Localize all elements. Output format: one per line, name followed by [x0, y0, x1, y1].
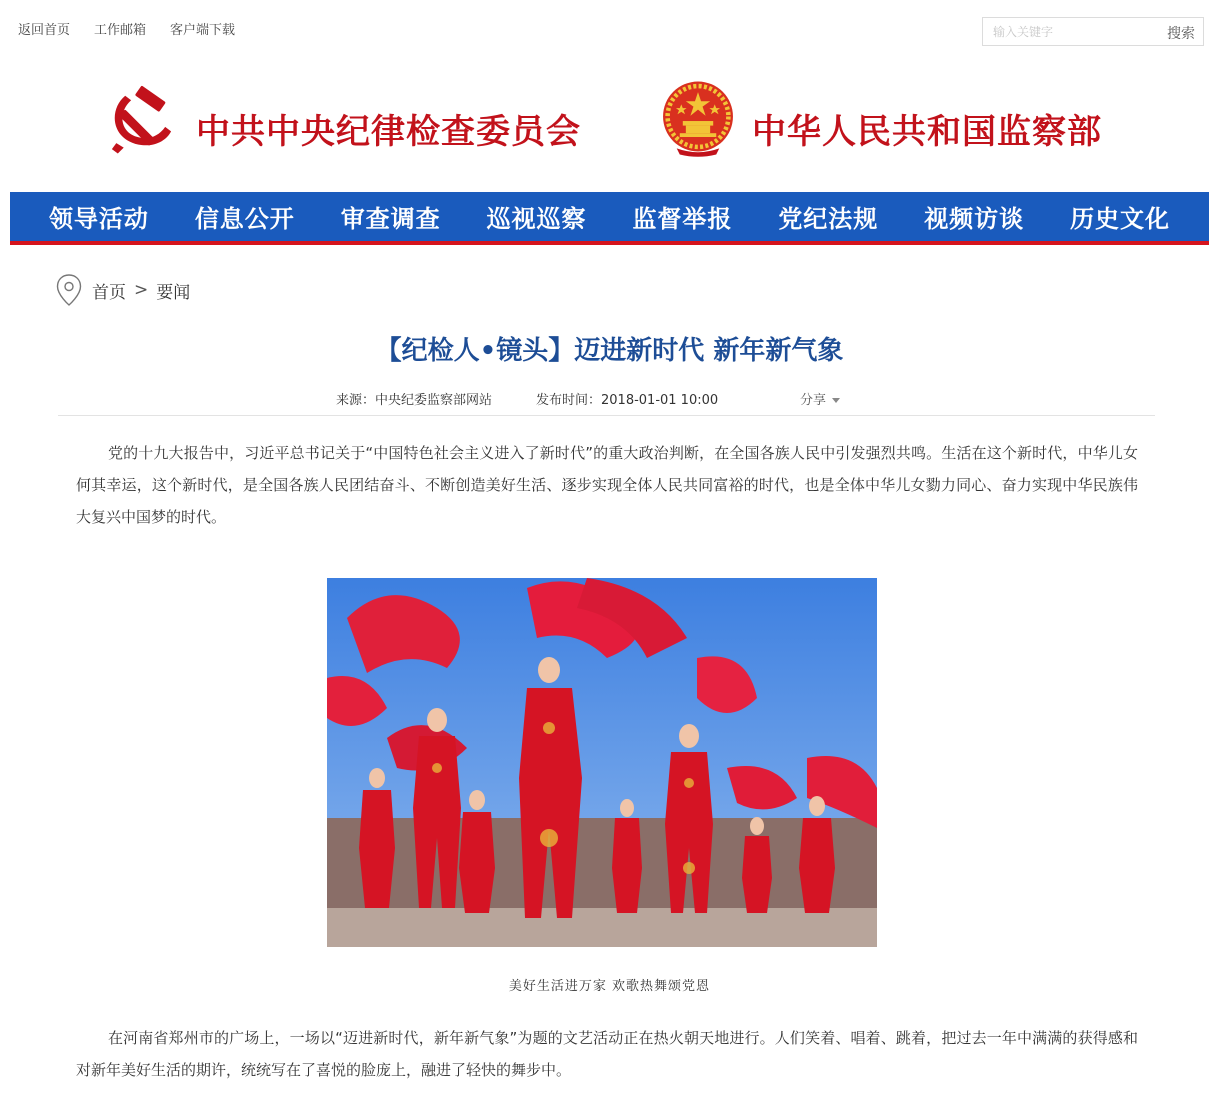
- national-emblem-icon: [660, 78, 736, 158]
- article-source: 来源：中央纪委监察部网站: [336, 393, 493, 408]
- chevron-down-icon: [832, 398, 840, 403]
- nav-item-leadership[interactable]: 领导活动: [48, 204, 149, 233]
- breadcrumb-current[interactable]: 要闻: [156, 282, 191, 303]
- article-title: 【纪检人•镜头】迈进新时代 新年新气象: [375, 336, 844, 366]
- breadcrumb-separator: >: [134, 280, 149, 300]
- nav-item-regulations[interactable]: 党纪法规: [778, 204, 879, 233]
- ministry-title: 中华人民共和国监察部: [752, 112, 1102, 152]
- nav-item-history[interactable]: 历史文化: [1070, 204, 1171, 233]
- site-banner: [0, 70, 1219, 180]
- share-label: 分享: [800, 393, 827, 408]
- search-button[interactable]: 搜索: [1167, 26, 1195, 42]
- breadcrumb-home[interactable]: 首页: [92, 282, 126, 303]
- article-publish-time: 发布时间：2018-01-01 10:00: [536, 393, 719, 408]
- home-link[interactable]: 返回首页: [18, 23, 71, 38]
- breadcrumb: [56, 274, 190, 306]
- main-nav: [10, 192, 1209, 245]
- work-mail-link[interactable]: 工作邮箱: [94, 23, 147, 38]
- client-download-link[interactable]: 客户端下载: [170, 23, 236, 38]
- article-paragraph: 在河南省郑州市的广场上，一场以“迈进新时代，新年新气象”为题的文艺活动正在热火朝天地进行。人们笑着、唱着、跳着，把过去一年中满满的获得感和对新年美好生活的期许，统统写在了喜悦的脸庞上，融进了轻快的舞步中。: [76, 1029, 1138, 1079]
- search-box: [982, 17, 1204, 46]
- search-input[interactable]: [983, 18, 1143, 45]
- divider: [58, 415, 1155, 416]
- nav-item-report[interactable]: 监督举报: [632, 204, 733, 233]
- nav-item-video[interactable]: 视频访谈: [924, 204, 1025, 233]
- top-bar: [0, 0, 1219, 56]
- cpc-commission-title: 中共中央纪律检查委员会: [196, 112, 581, 152]
- nav-item-inspection[interactable]: 巡视巡察: [486, 204, 587, 233]
- article-photo: [327, 578, 877, 947]
- nav-item-investigation[interactable]: 审查调查: [340, 204, 441, 233]
- top-links: [18, 19, 235, 38]
- nav-item-disclosure[interactable]: 信息公开: [194, 204, 295, 233]
- share-button[interactable]: [800, 389, 840, 408]
- photo-caption: 美好生活进万家 欢歌热舞颂党恩: [508, 979, 711, 994]
- article-paragraph: 党的十九大报告中，习近平总书记关于“中国特色社会主义进入了新时代”的重大政治判断，在全国各族人民中引发强烈共鸣。生活在这个新时代，中华儿女何其幸运，这个新时代，是全国各族人民团结奋斗、不断创造美好生活、逐步实现全体人民共同富裕的时代，也是全体中华儿女勠力同心、奋力实现中华民族伟大复兴中国梦的时代。: [76, 444, 1138, 526]
- location-pin-icon: [56, 274, 82, 306]
- party-emblem-icon: [103, 81, 177, 155]
